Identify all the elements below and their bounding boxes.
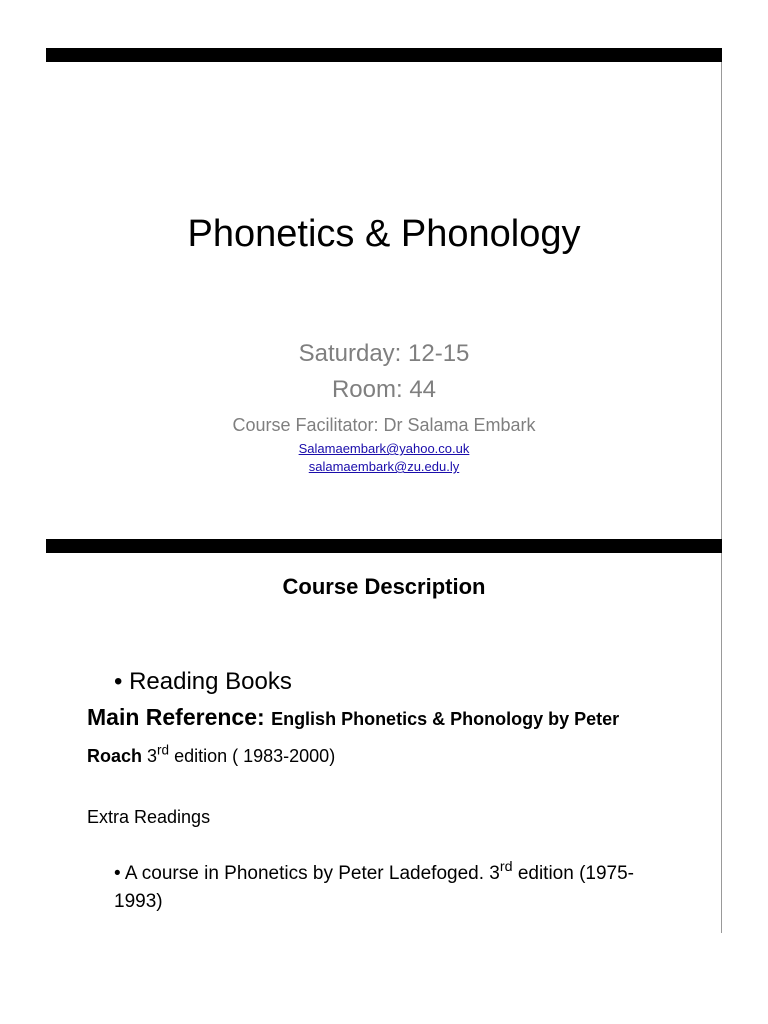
email-link-zu[interactable]: salamaembark@zu.edu.ly (308, 459, 460, 474)
extra-reading-item-wrap: 1993) (114, 891, 163, 912)
course-facilitator: Course Facilitator: Dr Salama Embark (232, 415, 536, 435)
reading-books-bullet: • Reading Books (114, 668, 292, 695)
main-reference-label: Main Reference: (87, 704, 265, 730)
extra-reading-item (114, 859, 634, 889)
course-description-heading: Course Description (282, 574, 486, 599)
extra-reading-edition: edition (1975- (517, 863, 635, 884)
class-room: Room: 44 (331, 376, 437, 403)
main-reference-continued (87, 737, 335, 775)
extra-reading-title: • A course in Phonetics by Peter Ladefoged. 3 (114, 863, 500, 884)
slide-top-bar (46, 48, 722, 62)
edition-ordinal: rd (157, 742, 170, 758)
extra-readings-label: Extra Readings (87, 807, 211, 827)
email-link-yahoo[interactable]: Salamaembark@yahoo.co.uk (298, 441, 470, 456)
email-links (46, 440, 722, 476)
edition-number: 3 (147, 746, 158, 766)
main-reference (87, 701, 619, 735)
main-reference-book: English Phonetics & Phonology by Peter (271, 709, 620, 729)
slide-right-border (721, 553, 722, 933)
slide-divider-bar (46, 539, 722, 553)
extra-reading-ordinal: rd (499, 859, 513, 876)
main-reference-author: Roach (87, 746, 143, 766)
schedule-block (46, 336, 722, 408)
class-day-time: Saturday: 12-15 (298, 340, 470, 367)
edition-years: edition ( 1983-2000) (174, 746, 336, 766)
slide-title: Phonetics & Phonology (187, 213, 581, 255)
